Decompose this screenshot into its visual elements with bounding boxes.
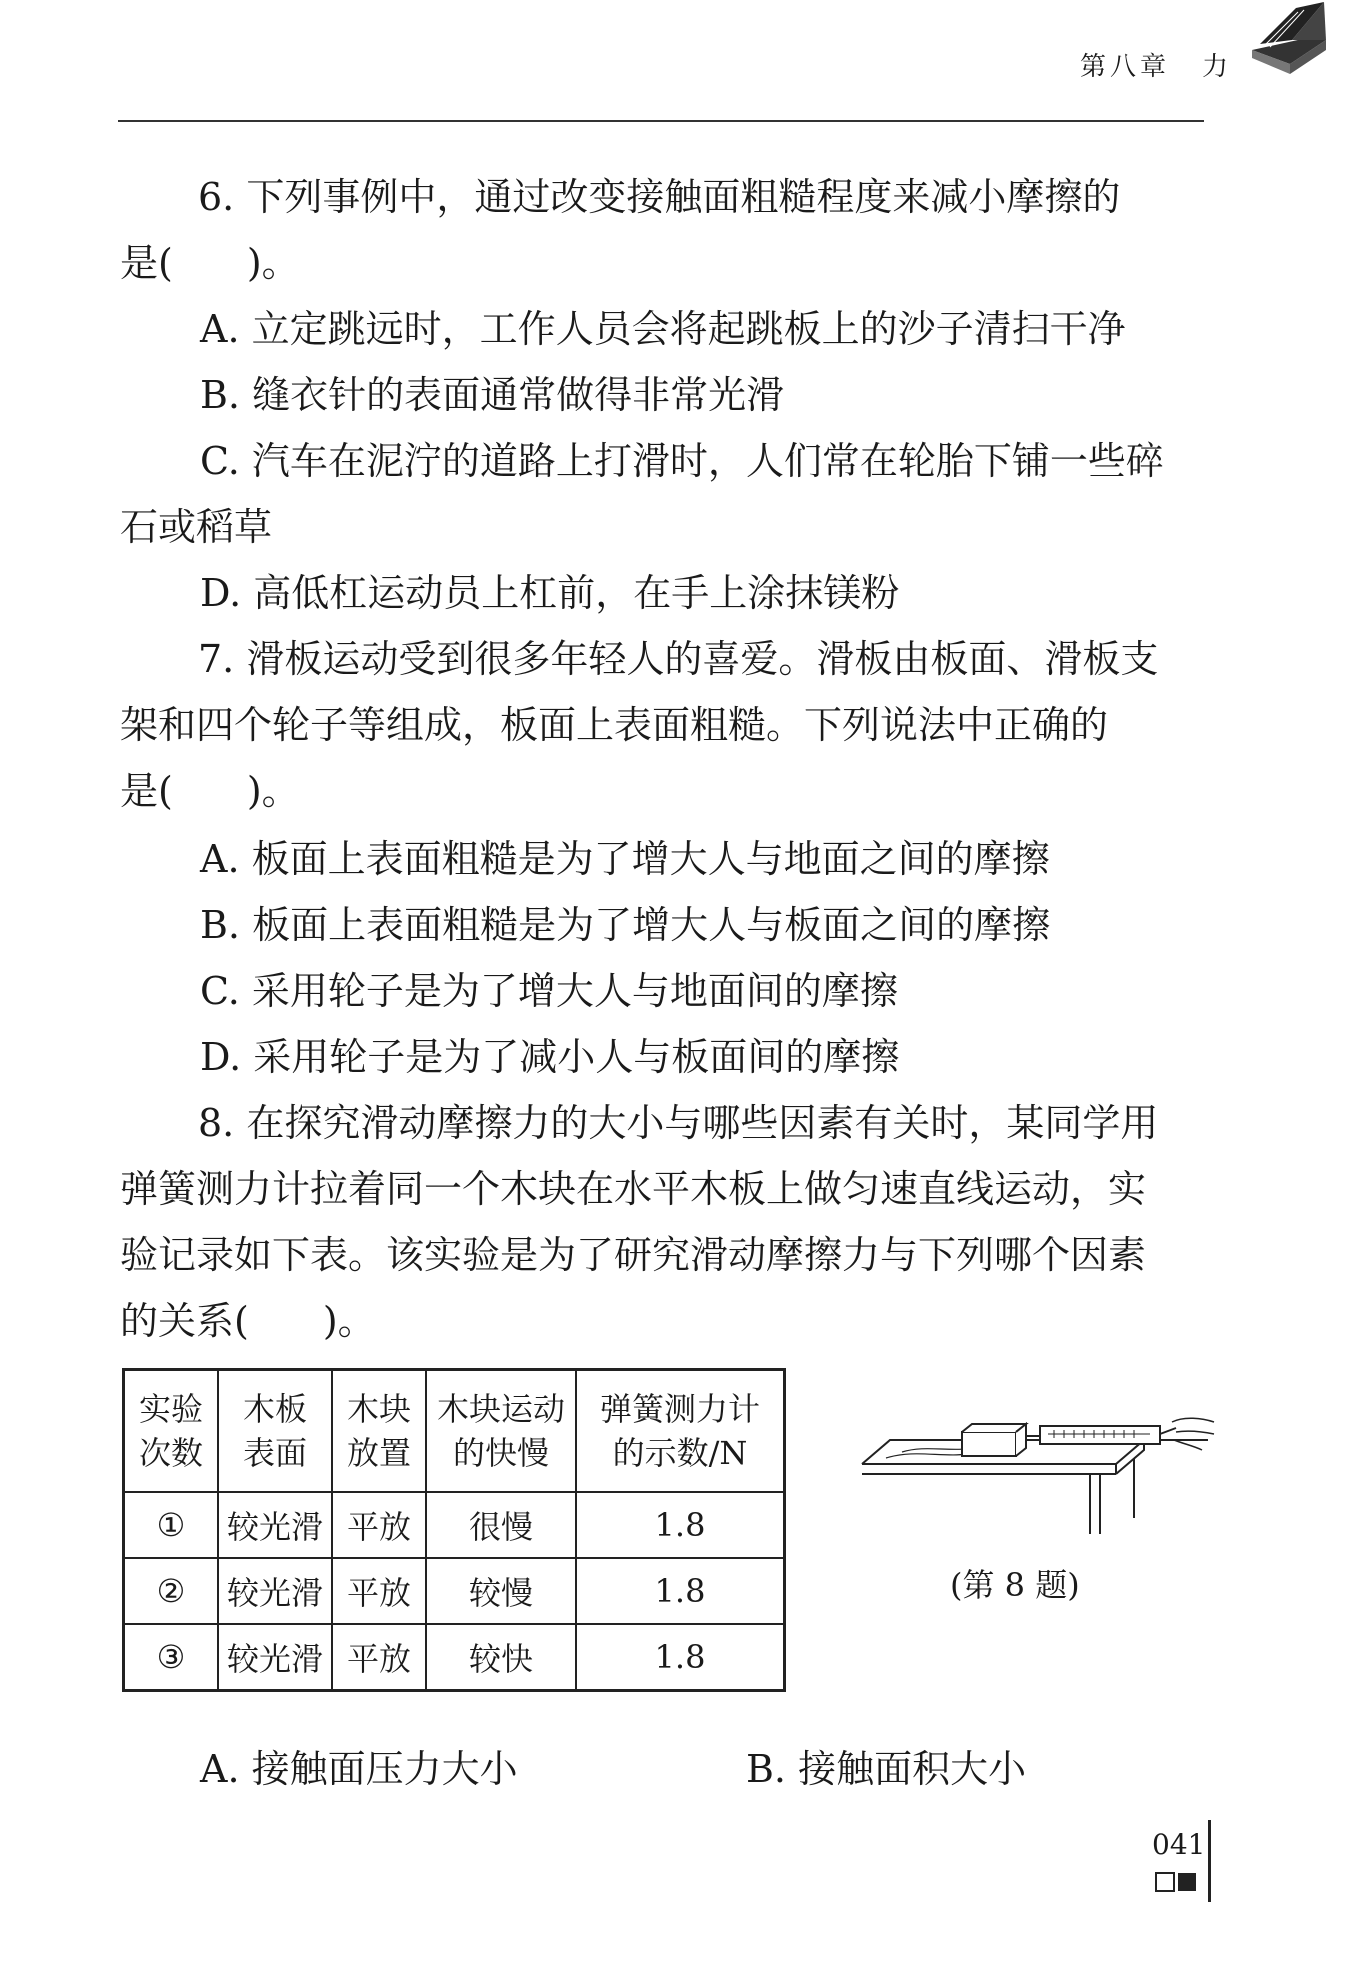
table-cell: 平放 [332, 1624, 426, 1691]
header-rule [118, 120, 1204, 122]
q7-option-a: A. 板面上表面粗糙是为了增大人与地面之间的摩擦 [200, 837, 1050, 881]
figure-caption: (第 8 题) [950, 1566, 1080, 1604]
table-header-cell: 木块运动 的快慢 [426, 1370, 576, 1493]
table-header-cell: 实验 次数 [124, 1370, 219, 1493]
question-8-stem-end: 的关系( )。 [120, 1299, 376, 1343]
question-8-stem-line2: 弹簧测力计拉着同一个木块在水平木板上做匀速直线运动，实 [120, 1167, 1147, 1211]
question-8-stem-line3: 验记录如下表。该实验是为了研究滑动摩擦力与下列哪个因素 [120, 1233, 1147, 1277]
table-header-cell: 木板 表面 [218, 1370, 332, 1493]
question-6-stem-end: 是( )。 [120, 241, 300, 285]
table-cell: 较光滑 [218, 1558, 332, 1624]
q7-option-d: D. 采用轮子是为了减小人与板面间的摩擦 [200, 1035, 900, 1079]
footer-bar [1208, 1820, 1211, 1902]
table-cell: 较慢 [426, 1558, 576, 1624]
q6-option-b: B. 缝衣针的表面通常做得非常光滑 [200, 373, 785, 417]
chapter-heading [1080, 46, 1232, 83]
table-row [124, 1624, 785, 1691]
table-cell: 1.8 [576, 1492, 785, 1558]
table-header-cell: 木块 放置 [332, 1370, 426, 1493]
chapter-label: 第八章 [1079, 52, 1170, 82]
q6-option-c: C. 汽车在泥泞的道路上打滑时，人们常在轮胎下铺一些碎 [200, 439, 1164, 483]
table-header-cell: 弹簧测力计 的示数/N [576, 1370, 785, 1493]
table-cell: 很慢 [426, 1492, 576, 1558]
page-header [118, 34, 1204, 124]
chapter-title: 力 [1201, 52, 1232, 82]
table-row [124, 1558, 785, 1624]
q6-option-d: D. 高低杠运动员上杠前，在手上涂抹镁粉 [200, 571, 900, 615]
q8-option-b: B. 接触面积大小 [746, 1747, 1027, 1791]
question-7-stem-line2: 架和四个轮子等组成，板面上表面粗糙。下列说法中正确的 [120, 703, 1109, 747]
q6-option-c-continued: 石或稻草 [120, 505, 273, 549]
book-icon [1246, 0, 1332, 82]
table-cell: 1.8 [576, 1558, 785, 1624]
table-cell: ① [124, 1492, 219, 1558]
table-row [124, 1492, 785, 1558]
experiment-table [122, 1368, 786, 1692]
table-cell: ② [124, 1558, 219, 1624]
q7-option-c: C. 采用轮子是为了增大人与地面间的摩擦 [200, 969, 898, 1013]
q8-option-a: A. 接触面压力大小 [200, 1747, 518, 1791]
q7-option-b: B. 板面上表面粗糙是为了增大人与板面之间的摩擦 [200, 903, 1051, 947]
table-cell: 较快 [426, 1624, 576, 1691]
question-7-stem: 7. 滑板运动受到很多年轻人的喜爱。滑板由板面、滑板支 [198, 637, 1159, 681]
table-cell: 较光滑 [218, 1624, 332, 1691]
table-cell: ③ [124, 1624, 219, 1691]
question-7-stem-end: 是( )。 [120, 769, 300, 813]
experiment-illustration [858, 1388, 1218, 1538]
table-cell: 较光滑 [218, 1492, 332, 1558]
q6-option-a: A. 立定跳远时，工作人员会将起跳板上的沙子清扫干净 [200, 307, 1126, 351]
table-cell: 平放 [332, 1492, 426, 1558]
table-cell: 平放 [332, 1558, 426, 1624]
question-8-stem: 8. 在探究滑动摩擦力的大小与哪些因素有关时，某同学用 [198, 1101, 1159, 1145]
table-header-row [124, 1370, 785, 1493]
question-6-stem: 6. 下列事例中，通过改变接触面粗糙程度来减小摩擦的 [198, 175, 1121, 219]
table-cell: 1.8 [576, 1624, 785, 1691]
page-number: 041 [1152, 1828, 1206, 1861]
footer-marker-icon [1154, 1870, 1202, 1894]
